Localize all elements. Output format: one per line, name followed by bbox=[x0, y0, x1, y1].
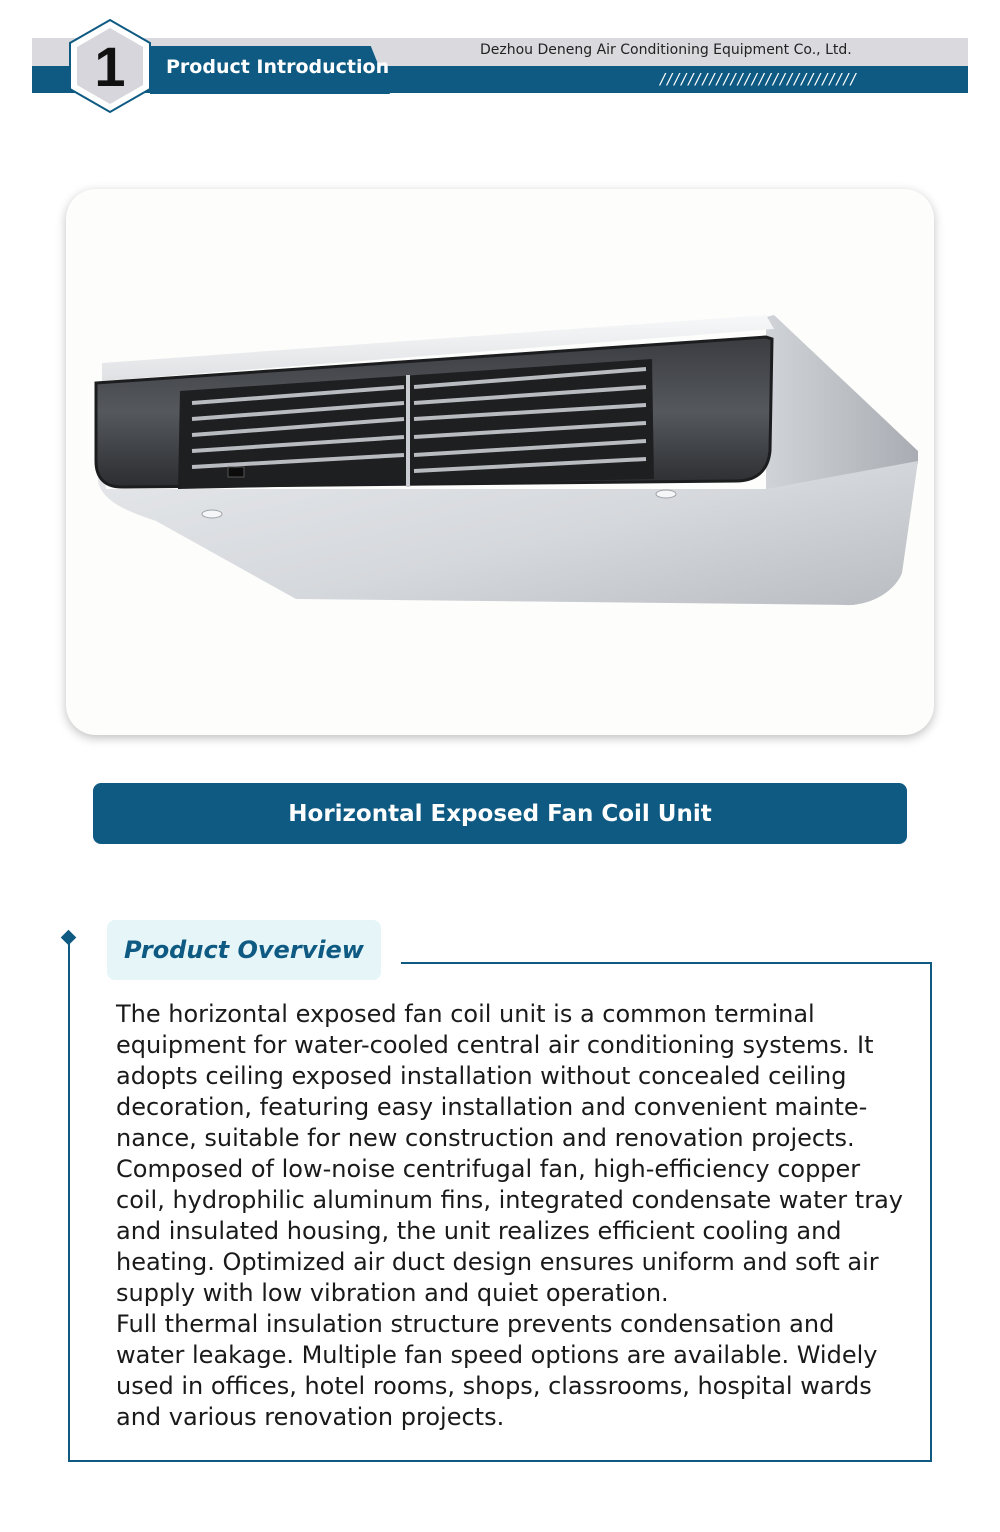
section-number: 1 bbox=[94, 34, 126, 98]
product-image-card bbox=[66, 189, 934, 735]
overview-frame-left bbox=[68, 944, 70, 1462]
overview-body bbox=[116, 999, 906, 1433]
header-slash-decoration: //////////////////////////// bbox=[660, 70, 858, 88]
overview-paragraph-2: Full thermal insulation structure prevents condensation and water leakage. Multiple fan speed options are available. Widely used in offices, hotel rooms, shops, classrooms, hospital wards and various renovation projects. bbox=[116, 1310, 878, 1431]
section-title: Product Introduction bbox=[166, 56, 390, 78]
overview-frame-bottom bbox=[68, 1460, 932, 1462]
company-name: Dezhou Deneng Air Conditioning Equipment Co., Ltd. bbox=[480, 42, 852, 58]
overview-heading: Product Overview bbox=[107, 920, 381, 980]
overview-frame-top bbox=[401, 962, 932, 964]
product-title-bar: Horizontal Exposed Fan Coil Unit bbox=[93, 783, 907, 844]
overview-frame-right bbox=[930, 962, 932, 1462]
diamond-bullet-icon bbox=[61, 930, 77, 946]
fan-coil-unit-illustration bbox=[66, 189, 934, 735]
overview-paragraph-1: The horizontal exposed fan coil unit is a common terminal equipment for water-cooled central air conditioning systems. It adopts ceiling exposed installation without concealed ceiling decoration, featuring easy installation and convenient mainte-nance, suitable for new construction and renovation projects. Composed of low-noise centrifugal fan, high-efficiency copper coil, hydrophilic aluminum fins, integrated condensate water tray and insulated housing, the unit realizes efficient cooling and heating. Optimized air duct design ensures uniform and soft air supply with low vibration and quiet operation. bbox=[116, 1000, 903, 1307]
